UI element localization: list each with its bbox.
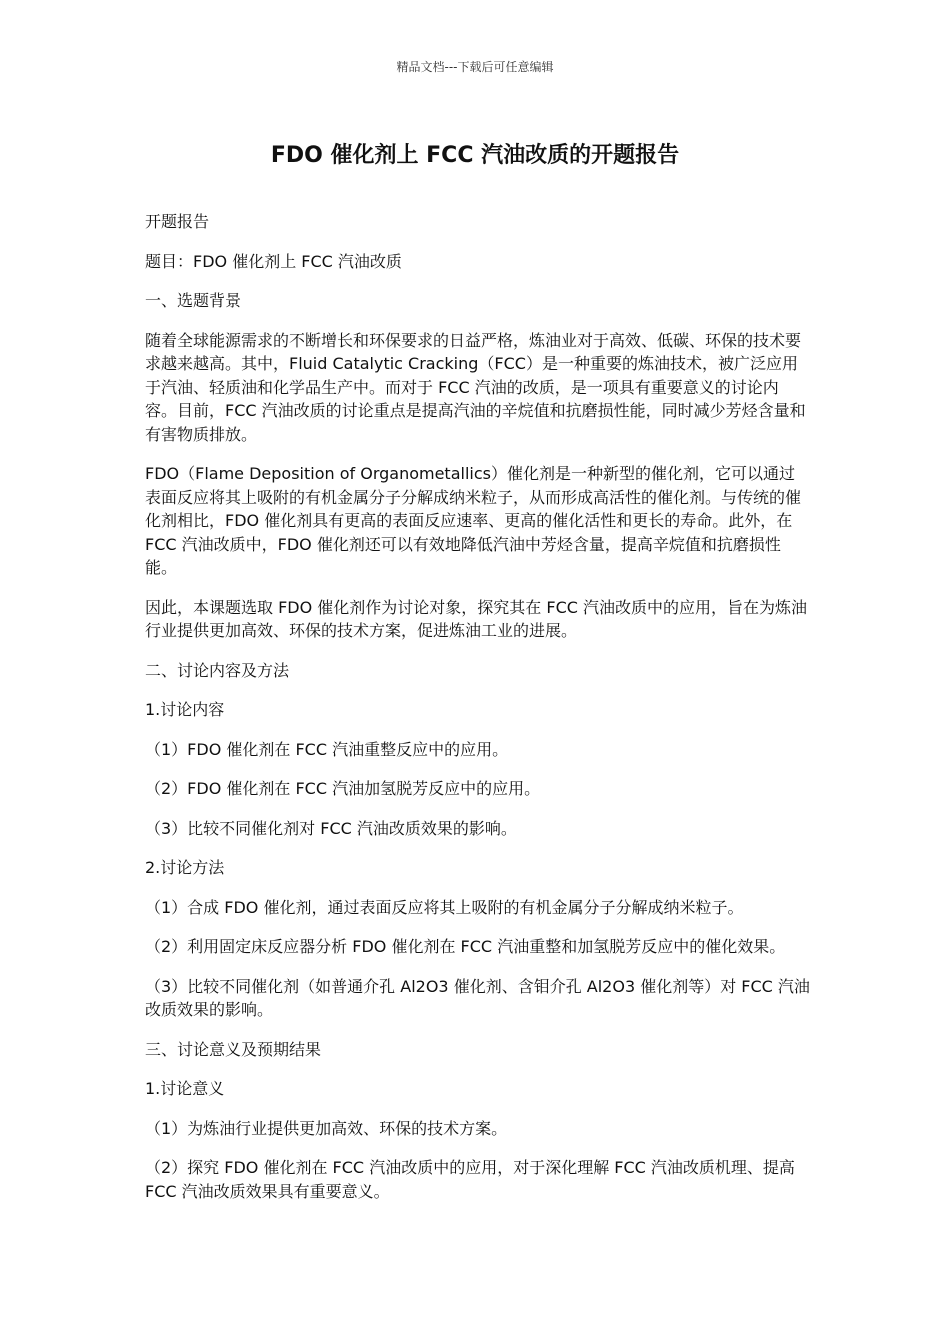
list-item: （2）FDO 催化剂在 FCC 汽油加氢脱芳反应中的应用。 [145,779,541,798]
section-heading-background: 一、选题背景 [145,291,242,310]
document-body [145,210,810,1219]
list-item: （3）比较不同催化剂对 FCC 汽油改质效果的影响。 [145,818,517,838]
list-item: （1）合成 FDO 催化剂，通过表面反应将其上吸附的有机金属分子分解成纳米粒子。 [145,897,744,917]
body-paragraph: 随着全球能源需求的不断增长和环保要求的日益严格，炼油业对于高效、低碳、环保的技术要求越来越高。其中，Fluid Catalytic Cracking（FCC）是一种重要的炼油技术，被广泛应用于汽油、轻质油和化学品生产中。而对于 FCC 汽油的改质，是一项具有重要意义的讨论内容。目前，FCC 汽油改质的讨论重点是提高汽油的辛烷值和抗磨损性能，同时减少芳烃含量和有害物质排放。 [145,330,806,444]
topic-line: 题目：FDO 催化剂上 FCC 汽油改质 [145,251,402,271]
document-title: FDO 催化剂上 FCC 汽油改质的开题报告 [270,143,680,168]
subsection-heading-significance: 1.讨论意义 [145,1079,225,1098]
subsection-heading-content: 1.讨论内容 [145,700,225,719]
list-item: （1）为炼油行业提供更加高效、环保的技术方案。 [145,1118,508,1138]
list-item: （3）比较不同催化剂（如普通介孔 Al2O3 催化剂、含钼介孔 Al2O3 催化剂等）对 FCC 汽油改质效果的影响。 [145,976,810,1019]
list-item: （1）FDO 催化剂在 FCC 汽油重整反应中的应用。 [145,739,509,759]
subsection-heading-method: 2.讨论方法 [145,858,225,877]
section-heading-significance: 三、讨论意义及预期结果 [145,1039,322,1059]
page-header-note: 精品文档---下载后可任意编辑 [396,60,554,74]
label-report: 开题报告 [145,212,210,231]
list-item: （2）利用固定床反应器分析 FDO 催化剂在 FCC 汽油重整和加氢脱芳反应中的催化效果。 [145,937,786,956]
body-paragraph: FDO（Flame Deposition of Organometallics）催化剂是一种新型的催化剂，它可以通过表面反应将其上吸附的有机金属分子分解成纳米粒子，从而形成高活性的催化剂。与传统的催化剂相比，FDO 催化剂具有更高的表面反应速率、更高的催化活性和更长的寿命。此外，在 FCC 汽油改质中，FDO 催化剂还可以有效地降低汽油中芳烃含量，提高辛烷值和抗磨损性能。 [145,464,802,577]
section-heading-content-method: 二、讨论内容及方法 [145,660,290,680]
body-paragraph: 因此，本课题选取 FDO 催化剂作为讨论对象，探究其在 FCC 汽油改质中的应用，旨在为炼油行业提供更加高效、环保的技术方案，促进炼油工业的进展。 [145,597,808,640]
list-item: （2）探究 FDO 催化剂在 FCC 汽油改质中的应用，对于深化理解 FCC 汽油改质机理、提高 FCC 汽油改质效果具有重要意义。 [145,1158,795,1201]
